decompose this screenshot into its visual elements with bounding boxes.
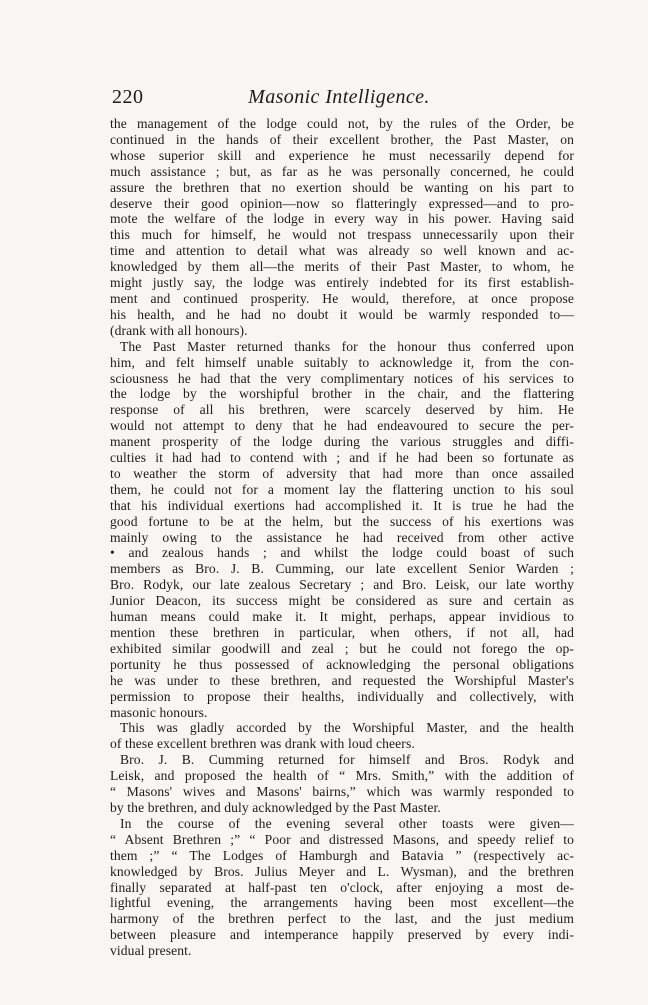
text-line: This was gladly accorded by the Worshipful Master, and the health [120,720,574,736]
text-line: the lodge by the worshipful brother in the chair, and the flattering [110,386,574,402]
text-line: ment and continued prosperity. He would, therefore, at once propose [110,290,574,306]
text-line: to weather the storm of adversity that had more than once assailed [110,465,574,481]
text-line: mote the welfare of the lodge in every way in his power. Having said [110,211,574,227]
text-line: manent prosperity of the lodge during the various struggles and diffi- [110,434,574,450]
text-line: knowledged by them all—the merits of their Past Master, to whom, he [110,259,574,275]
body-text [110,116,574,959]
text-line: Junior Deacon, its success might be considered as sure and certain as [110,593,574,609]
text-line: members as Bro. J. B. Cumming, our late excellent Senior Warden ; [110,561,574,577]
text-line: of these excellent brethren was drank with loud cheers. [110,736,415,752]
text-line: “ Absent Brethren ;” “ Poor and distressed Masons, and speedy relief to [110,831,574,847]
running-title: Masonic Intelligence. [248,86,430,108]
text-line: mainly owing to the assistance he had received from other active [110,529,574,545]
text-line: them ;” “ The Lodges of Hamburgh and Batavia ” (respectively ac- [110,847,574,863]
text-line: mention these brethren in particular, when others, if not all, had [110,625,574,640]
text-line: deserve their good opinion—now so flatteringly expressed—and to pro- [110,195,574,211]
text-line: whose superior skill and experience he must necessarily depend for [110,147,574,163]
text-line: him, and felt himself unable suitably to acknowledge it, from the con- [110,354,574,370]
text-line: “ Masons' wives and Masons' bairns,” which was warmly responded to [110,784,574,800]
page-number: 220 [112,86,144,108]
text-line: sciousness he had that the very complimentary notices of his services to [110,370,574,386]
text-line: continued in the hands of their excellent brother, the Past Master, on [110,131,574,147]
text-line: that his individual exertions had accomplished it. It is true he had the [110,497,574,513]
text-line: culties it had had to contend with ; and if he had been so fortunate as [110,450,574,466]
text-line: response of all his brethren, were scarcely deserved by him. He [110,402,574,418]
text-line: Leisk, and proposed the health of “ Mrs. Smith,” with the addition of [110,768,574,784]
text-line: he was under to these brethren, and requested the Worshipful Master's [110,672,574,688]
text-line: much assistance ; but, as far as he was personally concerned, he could [110,163,574,179]
text-line: knowledged by Bros. Julius Meyer and L. Wysman), and the brethren [110,863,574,879]
text-line: permission to propose their healths, individually and collectively, with [110,688,574,704]
text-line: time and attention to detail what was already so well known and ac- [110,243,574,259]
text-line: exhibited similar goodwill and zeal ; but he could not forego the op- [110,640,574,656]
text-line: between pleasure and intemperance happily preserved by every indi- [110,927,574,943]
text-line: finally separated at half-past ten o'clock, after enjoying a most de- [110,879,574,895]
text-line: human means could make it. It might, perhaps, appear invidious to [110,609,574,625]
text-line: the management of the lodge could not, by the rules of the Order, be [110,116,574,131]
text-line: vidual present. [110,943,192,959]
text-line: this much for himself, he would not trespass unnecessarily upon their [110,227,574,243]
text-line: Bro. Rodyk, our late zealous Secretary ; and Bro. Leisk, our late worthy [110,577,574,593]
text-line: Bro. J. B. Cumming returned for himself and Bros. Rodyk and [120,752,574,768]
text-line: good fortune to be at the helm, but the success of his exertions was [110,513,574,529]
text-line: lightful evening, the arrangements having been most excellent—the [110,895,574,911]
text-line: assure the brethren that no exertion should be wanting on his part to [110,179,574,195]
text-line: masonic honours. [110,704,208,720]
text-line: • and zealous hands ; and whilst the lodge could boast of such [110,545,574,561]
text-line: by the brethren, and duly acknowledged by the Past Master. [110,799,441,815]
text-line: them, he could not for a moment lay the flattering unction to his soul [110,481,574,497]
page-header [112,86,566,110]
text-line: In the course of the evening several other toasts were given— [120,815,574,831]
text-line: portunity he thus possessed of acknowledging the personal obligations [110,656,574,672]
text-line: his health, and he had no doubt it would be warmly responded to— [110,306,574,322]
text-line: would not attempt to deny that he had endeavoured to secure the per- [110,418,574,434]
text-line: might justly say, the lodge was entirely indebted for its first establish- [110,275,574,291]
text-line: (drank with all honours). [110,322,248,338]
text-line: The Past Master returned thanks for the honour thus conferred upon [120,338,574,354]
text-line: harmony of the brethren perfect to the last, and the just medium [110,911,574,927]
